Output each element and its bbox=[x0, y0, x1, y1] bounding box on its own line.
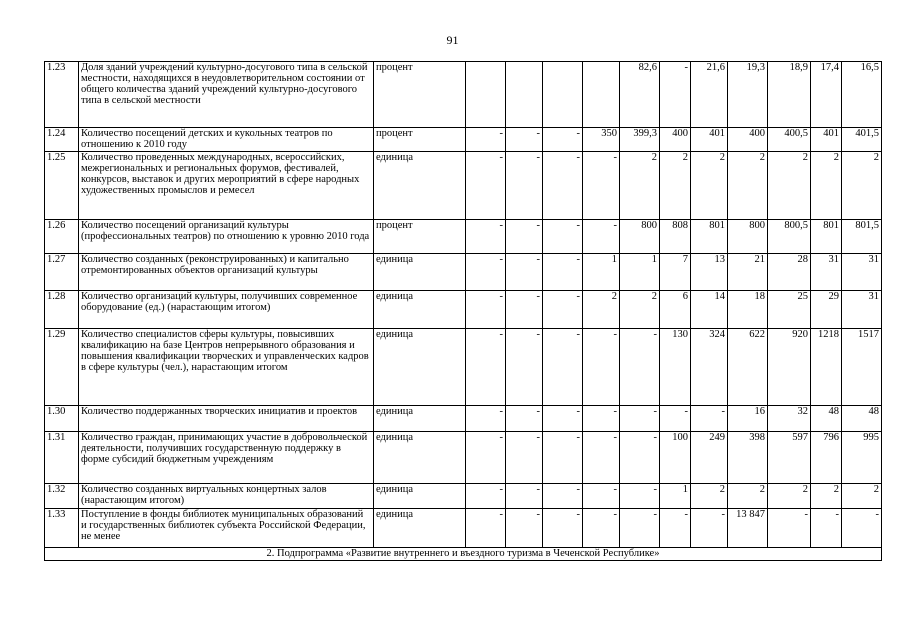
row-number: 1.28 bbox=[45, 291, 79, 329]
indicator-value: 796 bbox=[811, 432, 842, 484]
indicator-value: - bbox=[660, 62, 691, 128]
row-number: 1.27 bbox=[45, 254, 79, 291]
indicator-value: 401,5 bbox=[842, 128, 882, 152]
indicator-value: 2 bbox=[768, 152, 811, 220]
indicator-value: 21 bbox=[728, 254, 768, 291]
indicator-value: 21,6 bbox=[691, 62, 728, 128]
indicator-value: - bbox=[466, 254, 506, 291]
indicator-name: Количество проведенных международных, всероссийских, межрегиональных и региональных форумов, фестивалей, конкурсов, выставок и других мероприятий в сфере народных художественных промыслов и ремесел bbox=[79, 152, 374, 220]
indicator-value bbox=[506, 62, 543, 128]
indicator-value: 130 bbox=[660, 329, 691, 406]
indicator-value: - bbox=[466, 291, 506, 329]
indicator-value: - bbox=[506, 329, 543, 406]
indicator-value: - bbox=[620, 484, 660, 509]
indicator-value: - bbox=[842, 509, 882, 548]
indicator-value: 801 bbox=[811, 220, 842, 254]
indicator-value: - bbox=[543, 484, 583, 509]
indicator-value: 597 bbox=[768, 432, 811, 484]
indicator-value: 17,4 bbox=[811, 62, 842, 128]
indicator-value: 800 bbox=[728, 220, 768, 254]
indicator-value: 2 bbox=[728, 484, 768, 509]
indicator-name: Доля зданий учреждений культурно-досугового типа в сельской местности, находящихся в неудовлетворительном состоянии от общего количества зданий учреждений культурно-досугового типа в сельской местности bbox=[79, 62, 374, 128]
indicator-value: - bbox=[583, 329, 620, 406]
indicator-value: 7 bbox=[660, 254, 691, 291]
indicator-value bbox=[466, 62, 506, 128]
indicator-value: 800,5 bbox=[768, 220, 811, 254]
indicator-value: - bbox=[506, 128, 543, 152]
indicator-value: 808 bbox=[660, 220, 691, 254]
indicator-value: 2 bbox=[842, 484, 882, 509]
indicator-value: - bbox=[543, 432, 583, 484]
indicator-value: 14 bbox=[691, 291, 728, 329]
indicator-value: 400 bbox=[660, 128, 691, 152]
unit-of-measure: единица bbox=[374, 291, 466, 329]
table-row bbox=[45, 509, 882, 548]
indicator-value: 13 bbox=[691, 254, 728, 291]
indicator-value: - bbox=[506, 484, 543, 509]
indicator-value: 2 bbox=[660, 152, 691, 220]
table-row bbox=[45, 62, 882, 128]
indicator-value: - bbox=[506, 152, 543, 220]
row-number: 1.31 bbox=[45, 432, 79, 484]
unit-of-measure: единица bbox=[374, 152, 466, 220]
indicator-value: 400 bbox=[728, 128, 768, 152]
indicator-value: 2 bbox=[842, 152, 882, 220]
indicator-value: 801,5 bbox=[842, 220, 882, 254]
indicator-name: Количество поддержанных творческих инициатив и проектов bbox=[79, 406, 374, 432]
indicator-value: - bbox=[466, 128, 506, 152]
indicator-value: 29 bbox=[811, 291, 842, 329]
row-number: 1.32 bbox=[45, 484, 79, 509]
table-row bbox=[45, 220, 882, 254]
unit-of-measure: процент bbox=[374, 220, 466, 254]
unit-of-measure: процент bbox=[374, 62, 466, 128]
indicator-value: - bbox=[620, 509, 660, 548]
indicator-value bbox=[583, 62, 620, 128]
indicator-name: Количество специалистов сферы культуры, повысивших квалификацию на базе Центров непрерывного образования и повышения квалификации творческих и управленческих кадров в сфере культуры (чел.), нарастающим итогом bbox=[79, 329, 374, 406]
indicator-value: 31 bbox=[842, 254, 882, 291]
indicator-value: 2 bbox=[620, 152, 660, 220]
indicator-value: - bbox=[506, 432, 543, 484]
indicator-value: - bbox=[768, 509, 811, 548]
indicator-value: 2 bbox=[583, 291, 620, 329]
indicator-value: - bbox=[583, 484, 620, 509]
row-number: 1.23 bbox=[45, 62, 79, 128]
indicator-value: 82,6 bbox=[620, 62, 660, 128]
indicator-value: - bbox=[583, 152, 620, 220]
indicator-value: - bbox=[466, 432, 506, 484]
indicator-value: 324 bbox=[691, 329, 728, 406]
indicator-value: - bbox=[466, 509, 506, 548]
indicator-value: 401 bbox=[811, 128, 842, 152]
indicator-value: 31 bbox=[842, 291, 882, 329]
indicator-value: 19,3 bbox=[728, 62, 768, 128]
table-row bbox=[45, 406, 882, 432]
indicator-value: - bbox=[660, 406, 691, 432]
indicators-table bbox=[44, 61, 882, 561]
indicator-value: 31 bbox=[811, 254, 842, 291]
indicator-value: - bbox=[543, 128, 583, 152]
indicator-value: 2 bbox=[620, 291, 660, 329]
indicator-value: 400,5 bbox=[768, 128, 811, 152]
indicator-name: Количество граждан, принимающих участие в добровольческой деятельности, получивших государственную поддержку в форме субсидий бюджетным учреждениям bbox=[79, 432, 374, 484]
indicator-value: 32 bbox=[768, 406, 811, 432]
indicator-value: 1 bbox=[583, 254, 620, 291]
indicator-value: 100 bbox=[660, 432, 691, 484]
indicator-value: - bbox=[466, 329, 506, 406]
indicator-value: - bbox=[620, 406, 660, 432]
indicator-name: Количество посещений детских и кукольных театров по отношению к 2010 году bbox=[79, 128, 374, 152]
row-number: 1.25 bbox=[45, 152, 79, 220]
row-number: 1.29 bbox=[45, 329, 79, 406]
indicator-value: 249 bbox=[691, 432, 728, 484]
indicator-value: 2 bbox=[811, 484, 842, 509]
indicator-value: - bbox=[506, 509, 543, 548]
row-number: 1.24 bbox=[45, 128, 79, 152]
indicator-value: 401 bbox=[691, 128, 728, 152]
row-number: 1.26 bbox=[45, 220, 79, 254]
indicator-value: 48 bbox=[811, 406, 842, 432]
indicator-value: 800 bbox=[620, 220, 660, 254]
unit-of-measure: единица bbox=[374, 406, 466, 432]
indicator-value: 920 bbox=[768, 329, 811, 406]
unit-of-measure: процент bbox=[374, 128, 466, 152]
unit-of-measure: единица bbox=[374, 484, 466, 509]
table-row bbox=[45, 152, 882, 220]
indicator-value: 28 bbox=[768, 254, 811, 291]
indicator-value: - bbox=[506, 406, 543, 432]
indicator-name: Поступление в фонды библиотек муниципальных образований и государственных библиотек субъекта Российской Федерации, не менее bbox=[79, 509, 374, 548]
indicator-value: - bbox=[620, 432, 660, 484]
indicator-value: 16,5 bbox=[842, 62, 882, 128]
indicator-value: 16 bbox=[728, 406, 768, 432]
indicator-name: Количество организаций культуры, получивших современное оборудование (ед.) (нарастающим итогом) bbox=[79, 291, 374, 329]
indicator-value: 399,3 bbox=[620, 128, 660, 152]
table-row bbox=[45, 128, 882, 152]
indicator-value: 995 bbox=[842, 432, 882, 484]
table-row bbox=[45, 484, 882, 509]
indicator-value: - bbox=[691, 509, 728, 548]
indicator-value: - bbox=[583, 406, 620, 432]
indicator-value bbox=[543, 62, 583, 128]
indicator-value: - bbox=[583, 220, 620, 254]
indicator-value: - bbox=[466, 152, 506, 220]
indicator-value: 2 bbox=[691, 152, 728, 220]
indicator-value: 13 847 bbox=[728, 509, 768, 548]
indicator-value: - bbox=[543, 220, 583, 254]
unit-of-measure: единица bbox=[374, 329, 466, 406]
indicator-value: 1 bbox=[620, 254, 660, 291]
indicator-value: - bbox=[466, 484, 506, 509]
indicator-value: - bbox=[506, 220, 543, 254]
indicator-value: - bbox=[543, 509, 583, 548]
indicator-value: - bbox=[660, 509, 691, 548]
indicator-value: 2 bbox=[691, 484, 728, 509]
indicator-value: 2 bbox=[768, 484, 811, 509]
indicator-value: - bbox=[506, 291, 543, 329]
table-row bbox=[45, 254, 882, 291]
indicator-value: 2 bbox=[728, 152, 768, 220]
indicator-value: 350 bbox=[583, 128, 620, 152]
indicator-value: - bbox=[583, 432, 620, 484]
indicator-name: Количество созданных виртуальных концертных залов (нарастающим итогом) bbox=[79, 484, 374, 509]
row-number: 1.33 bbox=[45, 509, 79, 548]
table-row bbox=[45, 329, 882, 406]
indicator-value: - bbox=[543, 152, 583, 220]
indicator-value: - bbox=[466, 220, 506, 254]
indicator-value: 801 bbox=[691, 220, 728, 254]
indicator-value: - bbox=[543, 406, 583, 432]
indicator-value: - bbox=[543, 291, 583, 329]
indicator-value: 18,9 bbox=[768, 62, 811, 128]
unit-of-measure: единица bbox=[374, 254, 466, 291]
indicator-value: 6 bbox=[660, 291, 691, 329]
indicator-value: 398 bbox=[728, 432, 768, 484]
indicator-value: 1517 bbox=[842, 329, 882, 406]
unit-of-measure: единица bbox=[374, 432, 466, 484]
indicator-value: - bbox=[543, 329, 583, 406]
indicator-name: Количество созданных (реконструированных) и капитально отремонтированных объектов организаций культуры bbox=[79, 254, 374, 291]
indicator-name: Количество посещений организаций культуры (профессиональных театров) по отношению к уровню 2010 года bbox=[79, 220, 374, 254]
indicator-value: 48 bbox=[842, 406, 882, 432]
indicator-value: 622 bbox=[728, 329, 768, 406]
indicator-value: - bbox=[543, 254, 583, 291]
subprogram-heading: 2. Подпрограмма «Развитие внутреннего и въездного туризма в Чеченской Республике» bbox=[45, 548, 882, 561]
indicator-value: - bbox=[583, 509, 620, 548]
row-number: 1.30 bbox=[45, 406, 79, 432]
table-row bbox=[45, 291, 882, 329]
indicator-value: 18 bbox=[728, 291, 768, 329]
page-number: 91 bbox=[446, 33, 459, 47]
unit-of-measure: единица bbox=[374, 509, 466, 548]
indicator-value: - bbox=[466, 406, 506, 432]
indicator-value: 1 bbox=[660, 484, 691, 509]
indicator-value: 2 bbox=[811, 152, 842, 220]
indicator-value: - bbox=[811, 509, 842, 548]
table-row bbox=[45, 432, 882, 484]
section-footer-row bbox=[45, 548, 882, 561]
indicator-value: - bbox=[506, 254, 543, 291]
indicator-value: 1218 bbox=[811, 329, 842, 406]
indicator-value: 25 bbox=[768, 291, 811, 329]
indicator-value: - bbox=[620, 329, 660, 406]
indicator-value: - bbox=[691, 406, 728, 432]
